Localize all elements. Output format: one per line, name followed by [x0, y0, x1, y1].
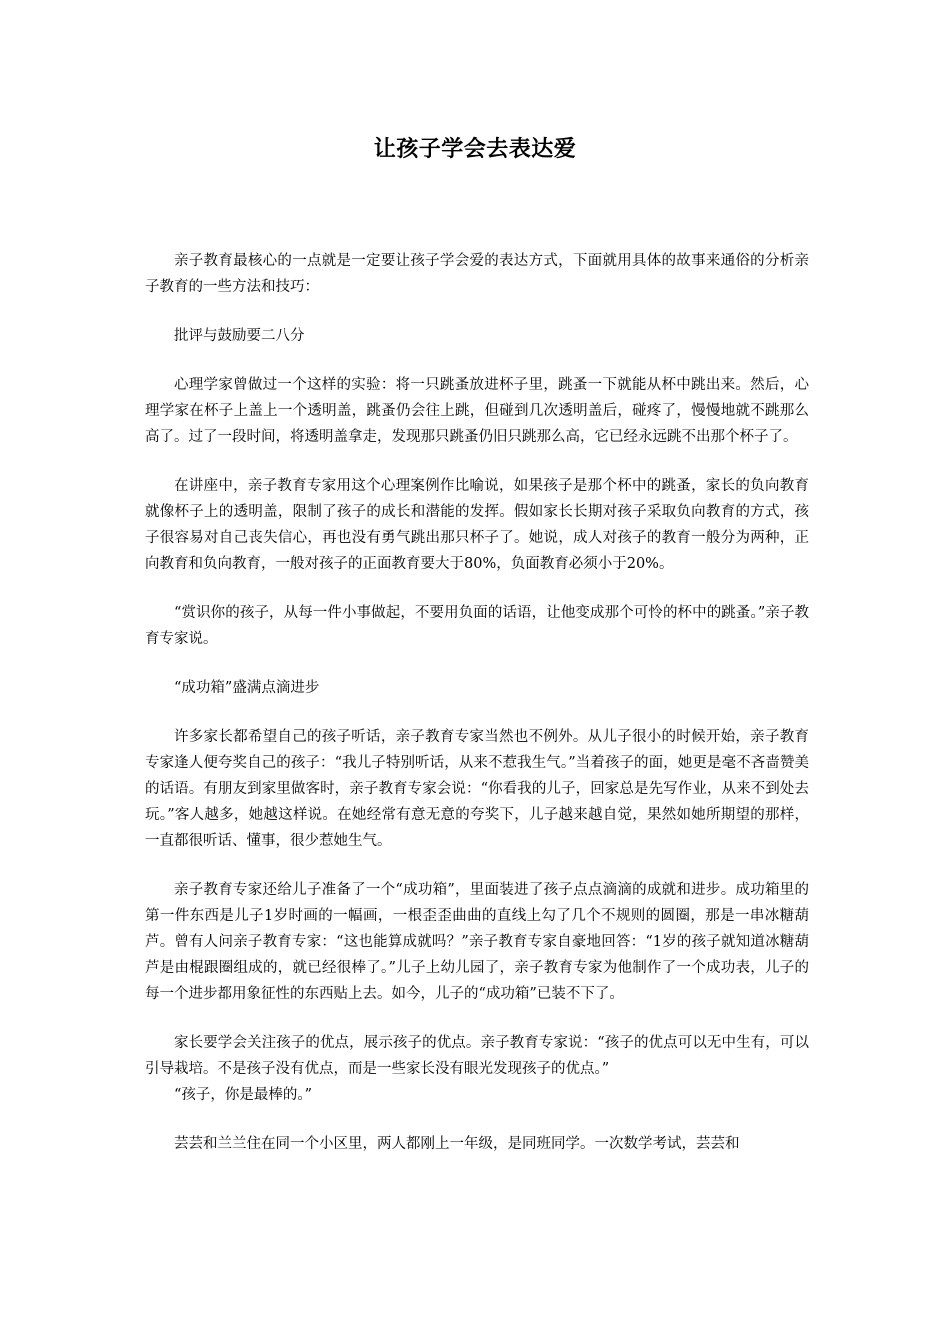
document-body	[145, 248, 809, 1180]
paragraph-flea-experiment: 心理学家曾做过一个这样的实验：将一只跳蚤放进杯子里，跳蚤一下就能从杯中跳出来。然后，心理学家在杯子上盖上一个透明盖，跳蚤仍会往上跳，但碰到几次透明盖后，碰疼了，慢慢地就不跳那么高了。过了一段时间，将透明盖拿走，发现那只跳蚤仍旧只跳那么高，它已经永远跳不出那个杯子了。	[145, 377, 809, 445]
paragraph-obedient-son: 许多家长都希望自己的孩子听话，亲子教育专家当然也不例外。从儿子很小的时候开始，亲子教育专家逢人便夸奖自己的孩子：“我儿子特别听话，从来不惹我生气。”当着孩子的面，她更是毫不吝啬赞美的话语。有朋友到家里做客时，亲子教育专家会说：“你看我的儿子，回家总是先写作业，从来不到处去玩。”客人越多，她越这样说。在她经常有意无意的夸奖下，儿子越来越自觉，果然如她所期望的那样，一直都很听话、懂事，很少惹她生气。	[145, 729, 809, 849]
paragraph-yunyun-lanlan: 芸芸和兰兰住在同一个小区里，两人都刚上一年级，是同班同学。一次数学考试，芸芸和	[174, 1136, 740, 1152]
section-heading-success-box: “成功箱”盛满点滴进步	[174, 680, 320, 696]
section-heading-you-are-best: “孩子，你是最棒的。”	[174, 1087, 313, 1103]
section-heading-criticism-praise: 批评与鼓励要二八分	[174, 328, 305, 344]
paragraph-focus-strengths: 家长要学会关注孩子的优点，展示孩子的优点。亲子教育专家说：“孩子的优点可以无中生有，可以引导栽培。不是孩子没有优点，而是一些家长没有眼光发现孩子的优点。”	[145, 1035, 809, 1077]
document-title: 让孩子学会去表达爱	[373, 136, 577, 162]
paragraph-lecture-analogy: 在讲座中，亲子教育专家用这个心理案例作比喻说，如果孩子是那个杯中的跳蚤，家长的负向教育就像杯子上的透明盖，限制了孩子的成长和潜能的发挥。假如家长长期对孩子采取负向教育的方式，孩子很容易对自己丧失信心，再也没有勇气跳出那只杯子了。她说，成人对孩子的教育一般分为两种，正向教育和负向教育，一般对孩子的正面教育要大于80%，负面教育必须小于20%。	[145, 478, 809, 572]
paragraph-intro: 亲子教育最核心的一点就是一定要让孩子学会爱的表达方式，下面就用具体的故事来通俗的分析亲子教育的一些方法和技巧：	[145, 253, 809, 295]
paragraph-success-box: 亲子教育专家还给儿子准备了一个“成功箱”，里面装进了孩子点点滴滴的成就和进步。成功箱里的第一件东西是儿子1岁时画的一幅画，一根歪歪曲曲的直线上勾了几个不规则的圆圈，那是一串冰糖葫芦。曾有人问亲子教育专家：“这也能算成就吗？”亲子教育专家自豪地回答：“1岁的孩子就知道冰糖葫芦是由棍跟圈组成的，就已经很棒了。”儿子上幼儿园了，亲子教育专家为他制作了一个成功表，儿子的每一个进步都用象征性的东西贴上去。如今，儿子的“成功箱”已装不下了。	[145, 882, 809, 1002]
paragraph-expert-quote: “赏识你的孩子，从每一件小事做起，不要用负面的话语，让他变成那个可怜的杯中的跳蚤。”亲子教育专家说。	[145, 605, 809, 647]
